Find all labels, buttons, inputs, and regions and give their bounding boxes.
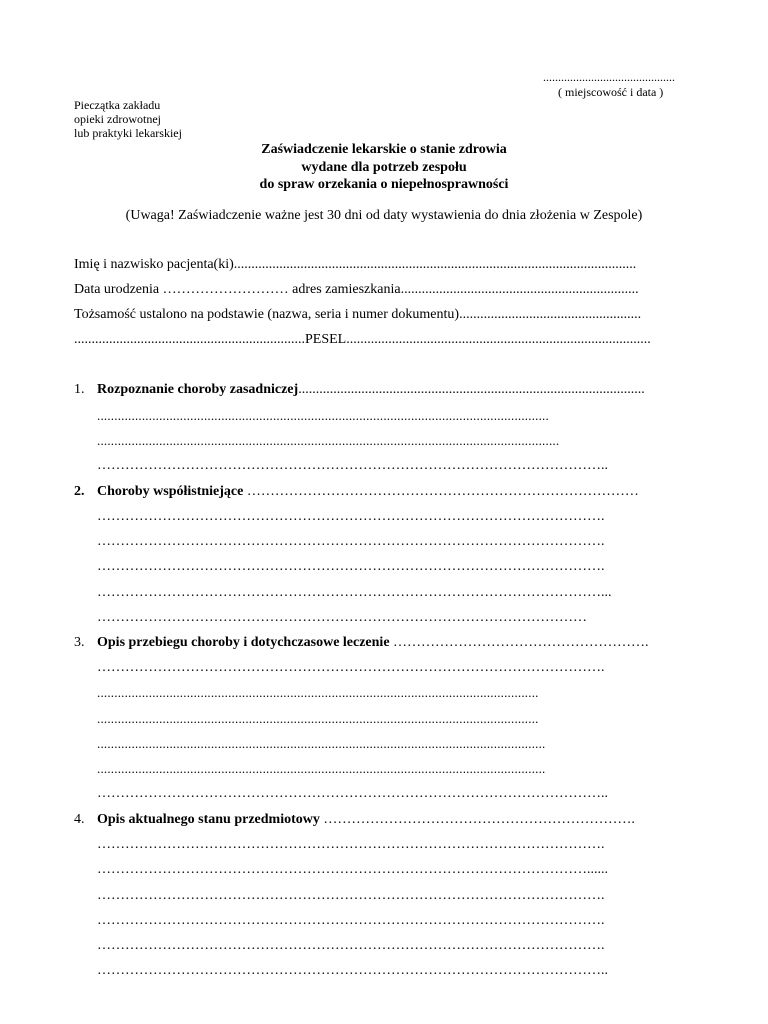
fill-line: ………………………………………………………………………………………………... [97, 585, 612, 600]
fill-line: ………………………………………………………………………………………………. [97, 938, 605, 953]
address-dots: .................................................................... [400, 282, 639, 297]
stamp-line: opieki zdrowotnej [74, 112, 161, 126]
title-line-3: do spraw orzekania o niepełnosprawności [259, 177, 509, 192]
section-title-dots: …………………………………………………………. [319, 812, 635, 827]
section-title-line [97, 635, 649, 651]
pesel-label: PESEL [305, 332, 347, 347]
fill-line: ………………………………………………………………………………………………. [97, 534, 605, 549]
fill-line: ………………………………………………………………………………………………. [97, 837, 605, 852]
fill-line: ................................................................................................................................ [97, 711, 539, 726]
fill-line: .................................................................................................................................. [97, 736, 546, 751]
birth-date-dots: ……………………… [162, 282, 293, 297]
section-title-line [97, 382, 645, 398]
section-title: Rozpoznanie choroby zasadniczej [97, 382, 299, 397]
fill-line: ………………………………………………………………………………………………. [97, 660, 605, 675]
section-number: 3. [74, 635, 85, 650]
section-title: Opis przebiegu choroby i dotychczasowe leczenie [97, 635, 390, 650]
fill-line: .................................................................................................................................. [97, 761, 546, 776]
fill-line: ……………………………………………………………………………………………….. [97, 963, 608, 978]
section-title-line [97, 484, 639, 500]
fill-line: …………………………………………………………………………………………… [97, 610, 587, 625]
section-number: 1. [74, 382, 85, 397]
fill-line: ………………………………………………………………………………………………. [97, 509, 605, 524]
stamp-area [74, 98, 182, 140]
fill-line: ………………………………………………………………………………………………. [97, 559, 605, 574]
fill-line: ………………………………………………………………………………………………. [97, 913, 605, 928]
section-number: 2. [74, 484, 85, 499]
title-line-2: wydane dla potrzeb zespołu [301, 159, 467, 175]
fill-line: ……………………………………………………………………………………………….. [97, 458, 608, 473]
stamp-line: Pieczątka zakładu [74, 98, 161, 112]
title-line-1: Zaświadczenie lekarskie o stanie zdrowia [261, 142, 507, 157]
section-title-dots: ................................................................................................... [298, 382, 645, 397]
fill-line: ................................................................................................................................... [97, 408, 549, 423]
birth-address-line [74, 282, 639, 298]
date-placeholder-dots: ............................................ [543, 70, 675, 84]
section-title: Choroby współistniejące [97, 484, 244, 499]
section-title-dots: ………………………………………………. [389, 635, 649, 650]
section-title-dots: ………………………………………………………………………… [243, 484, 639, 499]
fill-line: ………………………………………………………………………………………………. [97, 888, 605, 903]
stamp-line: lub praktyki lekarskiej [74, 126, 182, 140]
fill-line: ……………………………………………………………………………………………...... [97, 862, 608, 877]
section-title: Opis aktualnego stanu przedmiotowy [97, 812, 320, 827]
section-number: 4. [74, 812, 85, 827]
fill-line: ...................................................................................................................................... [97, 433, 560, 448]
birth-date-label: Data urodzenia [74, 282, 163, 297]
document-title [0, 141, 768, 194]
date-place-label: ( miejscowość i data ) [558, 85, 664, 99]
pesel-line [74, 332, 651, 348]
validity-note: (Uwaga! Zaświadczenie ważne jest 30 dni od daty wystawienia do dnia złożenia w Zespole) [125, 208, 643, 223]
address-label: adres zamieszkania [292, 282, 401, 297]
fill-line: ................................................................................................................................ [97, 685, 539, 700]
fill-line: ……………………………………………………………………………………………….. [97, 786, 608, 801]
pesel-suffix-dots: ....................................................................................... [346, 332, 651, 347]
section-title-line [97, 812, 635, 828]
identity-line: Tożsamość ustalono na podstawie (nazwa, seria i numer dokumentu).................................................... [74, 307, 642, 322]
pesel-prefix-dots: .................................................................. [74, 332, 305, 347]
patient-name-line: Imię i nazwisko pacjenta(ki)................................................................................................................... [74, 257, 637, 272]
